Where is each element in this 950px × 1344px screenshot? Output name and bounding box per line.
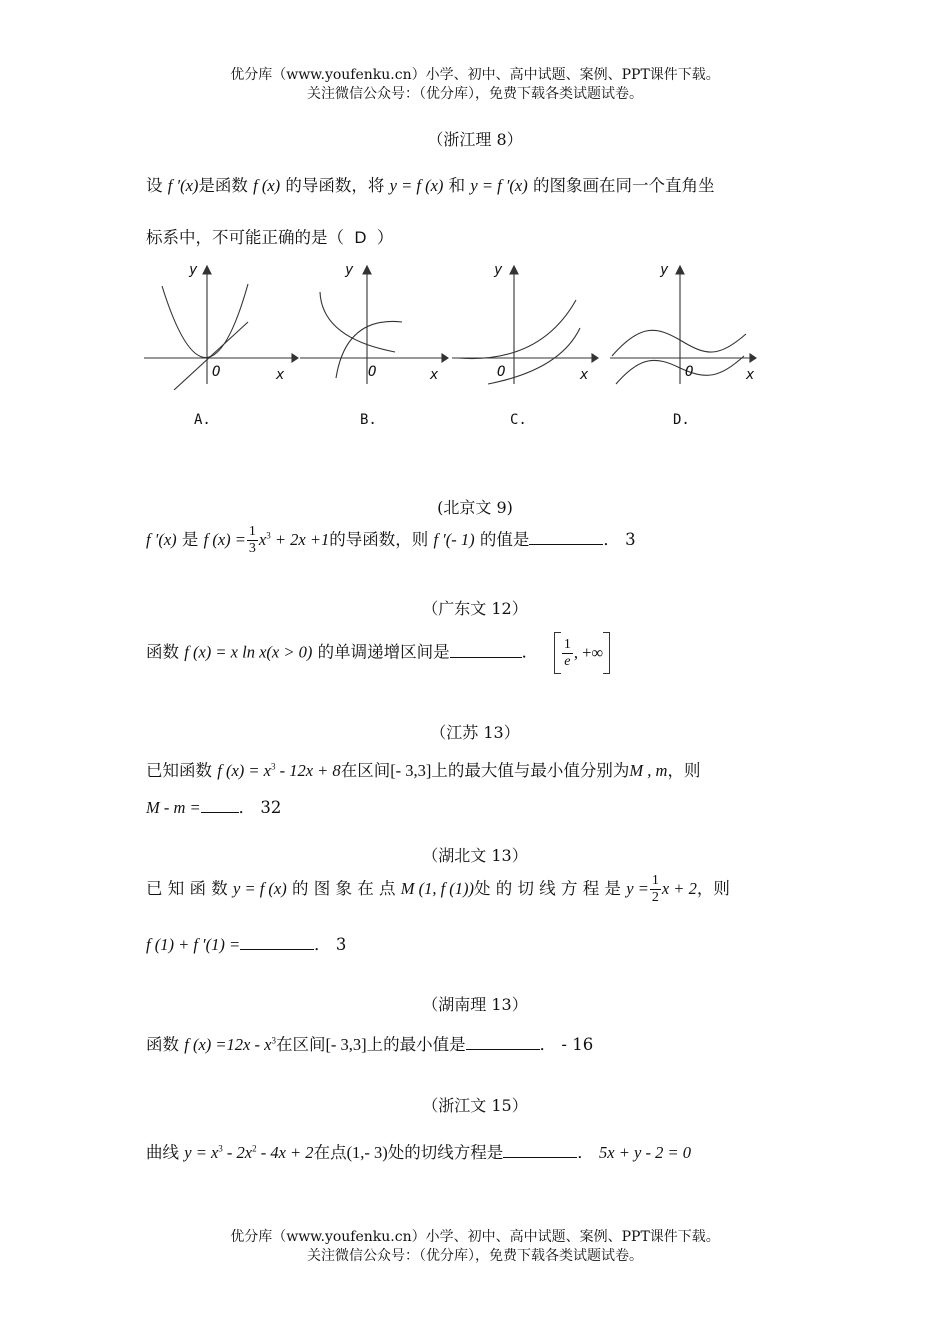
- q1-graphs: [140, 260, 760, 390]
- graph-a-y-label: y: [189, 262, 198, 278]
- q5-text-line-1: 已 知 函 数 y = f (x) 的 图 象 在 点 M (1, f (1))处 的 切 线 方 程 是 y = $\frac{1}{2}$ x + 2，则: [146, 873, 730, 905]
- q1-source: （浙江理 8）: [427, 130, 523, 149]
- graph-b-y-label: y: [345, 262, 354, 278]
- q3-answer: $\frac{1}{e}$ , +∞: [554, 643, 610, 662]
- graph-d-origin: O: [685, 364, 694, 380]
- q6-source: （湖南理 13）: [422, 995, 528, 1014]
- graph-c-x-label: x: [580, 367, 589, 383]
- q7-text: 曲线 $y = x^3 - 2x^2 - 4x + 2$在点(1,- 3)处的切线方程是 ． 5x + y - 2 = 0: [146, 1143, 691, 1162]
- graph-b-x-label: x: [430, 367, 439, 383]
- q4-answer: 32: [260, 798, 282, 817]
- q1-answer: D: [354, 229, 367, 247]
- graph-b-origin: O: [368, 364, 377, 380]
- q7-source: （浙江文 15）: [422, 1096, 528, 1115]
- footer-line-2: 关注微信公众号：（优分库），免费下载各类试题试卷。: [307, 1248, 643, 1264]
- q6-text: 函数 f $(x) =12x - x^3$在区间[- 3,3]上的最小值是 ． - 16: [146, 1035, 594, 1054]
- q1-text-line-2: 标系中，不可能正确的是（ D ）: [146, 228, 394, 247]
- q1-text-line-1: 设 f ′(x)是函数 f (x) 的导函数，将 y = f (x) 和 y = f ′(x) 的图象画在同一个直角坐: [146, 176, 715, 195]
- q4-text-line-2: M - m = ． 32: [146, 798, 282, 817]
- q3-text: 函数 f (x) = x ln x(x > 0) 的单调递增区间是 ． $\frac{1}{e}$ , +∞: [146, 632, 610, 674]
- q7-answer: 5x + y - 2 = 0: [599, 1143, 691, 1162]
- graph-d-x-label: x: [746, 367, 755, 383]
- graph-c-origin: O: [497, 364, 506, 380]
- q3-source: （广东文 12）: [422, 599, 528, 618]
- option-c-label: C.: [510, 412, 527, 428]
- header-line-2: 关注微信公众号：（优分库），免费下载各类试题试卷。: [307, 86, 643, 102]
- q2-source: (北京文 9): [437, 498, 513, 517]
- q2-answer: 3: [625, 530, 636, 549]
- q2-text: f ′(x) 是 f (x) = $\frac{1}{3}$ $x^3 + 2x +1$的导函数，则 f ′(- 1) 的值是 ． 3: [146, 524, 636, 556]
- option-b-label: B.: [360, 412, 377, 428]
- graph-d: [610, 266, 756, 384]
- option-d-label: D.: [673, 412, 690, 428]
- q5-source: （湖北文 13）: [422, 846, 528, 865]
- q4-text-line-1: 已知函数 f $(x) = x^3 - 12x + 8$在区间[- 3,3]上的最大值与最小值分别为M , m，则: [146, 761, 701, 780]
- graph-a-x-label: x: [276, 367, 285, 383]
- graph-c: [452, 266, 598, 384]
- q5-text-line-2: f (1) + f ′(1) = ． 3: [146, 935, 347, 954]
- graph-c-y-label: y: [494, 262, 503, 278]
- header-line-1: 优分库（www.youfenku.cn）小学、初中、高中试题、案例、PPT课件下载。: [230, 67, 720, 83]
- footer-line-1: 优分库（www.youfenku.cn）小学、初中、高中试题、案例、PPT课件下载。: [230, 1229, 720, 1245]
- graph-d-y-label: y: [660, 262, 669, 278]
- graph-a-origin: O: [212, 364, 221, 380]
- q5-answer: 3: [335, 935, 347, 954]
- q6-answer: - 16: [561, 1035, 594, 1054]
- graph-a: [144, 266, 298, 390]
- q4-source: （江苏 13）: [430, 723, 520, 742]
- option-a-label: A.: [194, 412, 211, 428]
